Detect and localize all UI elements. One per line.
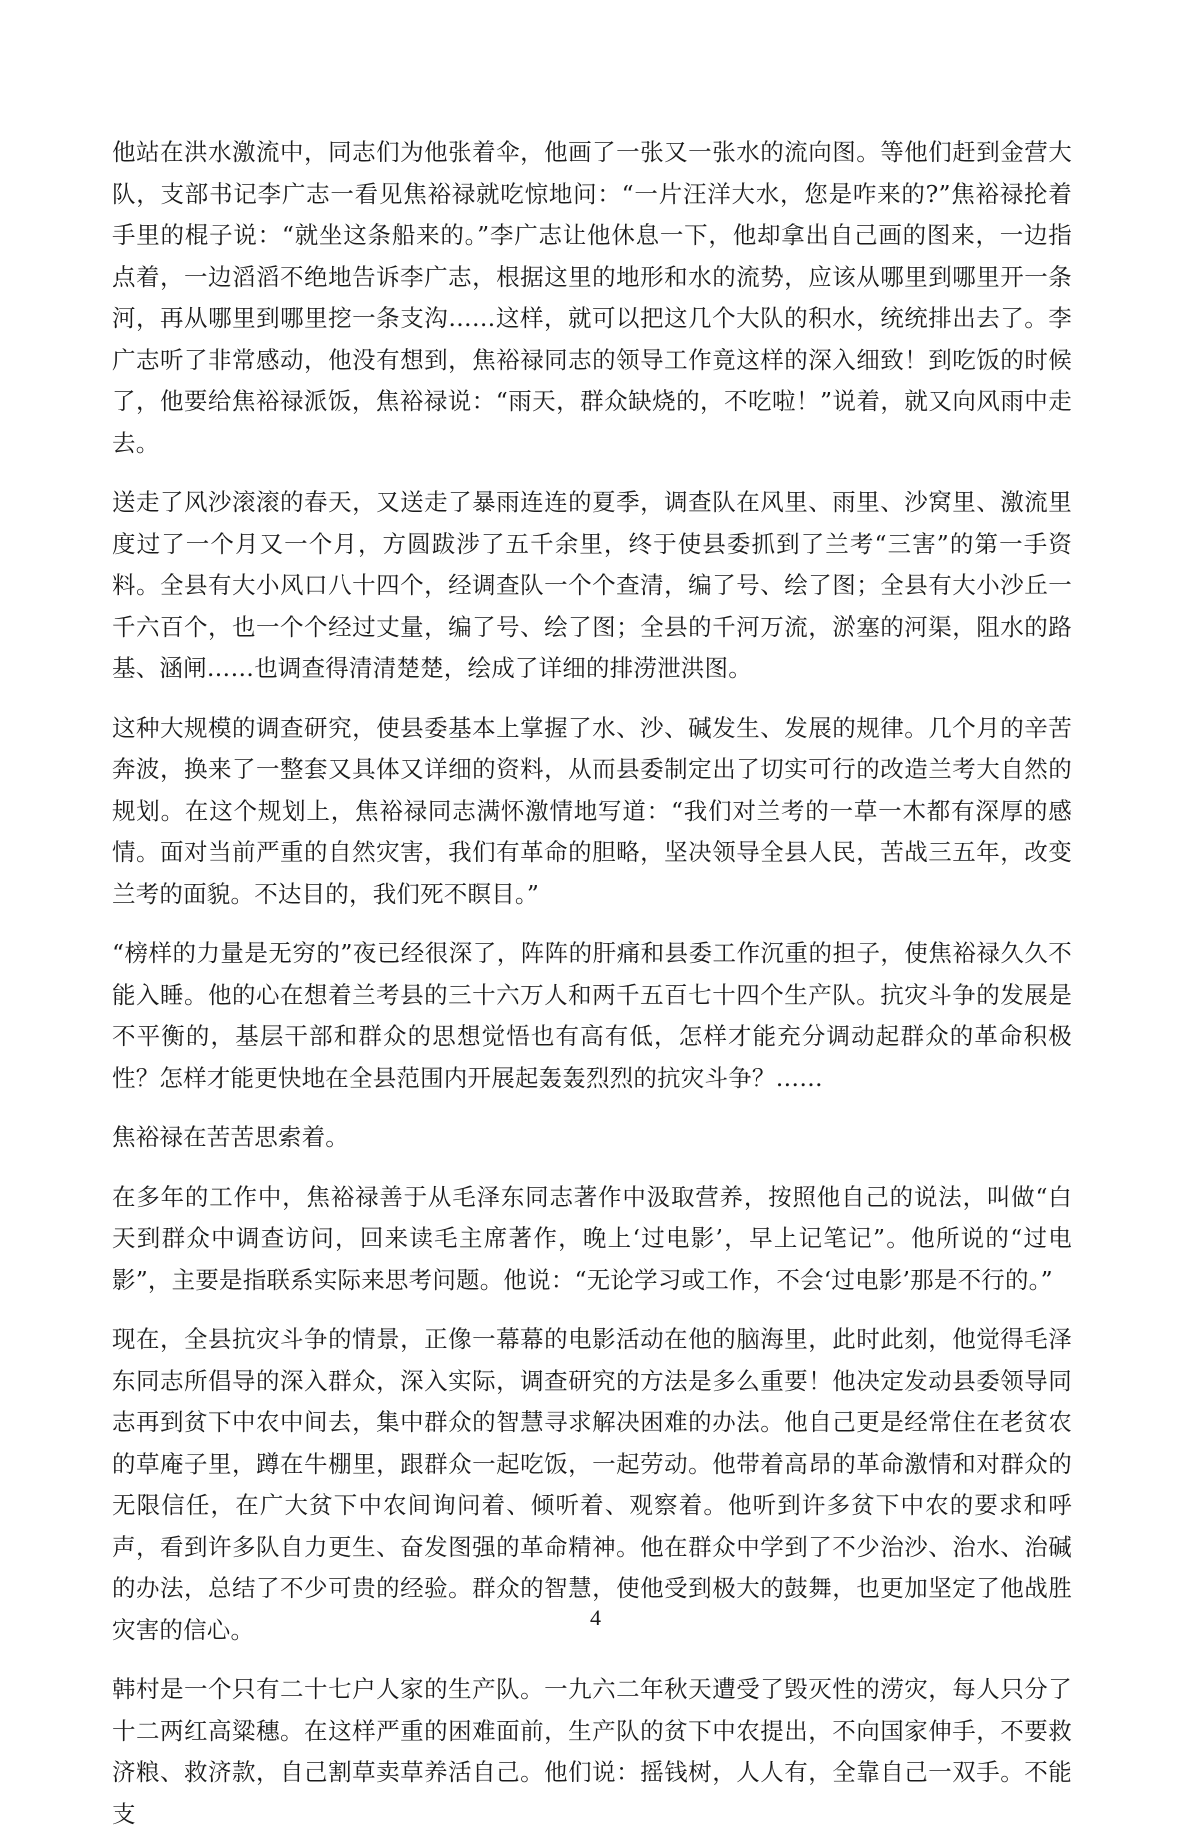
paragraph-3: 这种大规模的调查研究，使县委基本上掌握了水、沙、碱发生、发展的规律。几个月的辛苦奔波，换来了一整套又具体又详细的资料，从而县委制定出了切实可行的改造兰考大自然的规划。在这个规划上，焦裕禄同志满怀激情地写道：“我们对兰考的一草一木都有深厚的感情。面对当前严重的自然灾害，我们有革命的胆略，坚决领导全县人民，苦战三五年，改变兰考的面貌。不达目的，我们死不瞑目。” [112, 713, 1072, 908]
page-number: 4 [590, 1605, 601, 1630]
paragraph-5: 焦裕禄在苦苦思索着。 [112, 1123, 349, 1151]
document-body [112, 132, 1072, 1828]
paragraph-1: 他站在洪水激流中，同志们为他张着伞，他画了一张又一张水的流向图。等他们赶到金营大队，支部书记李广志一看见焦裕禄就吃惊地问：“一片汪洋大水，您是咋来的?”焦裕禄抡着手里的棍子说：“就坐这条船来的。”李广志让他休息一下，他却拿出自己画的图来，一边指点着，一边滔滔不绝地告诉李广志，根据这里的地形和水的流势，应该从哪里到哪里开一条河，再从哪里到哪里挖一条支沟……这样，就可以把这几个大队的积水，统统排出去了。李广志听了非常感动，他没有想到，焦裕禄同志的领导工作竟这样的深入细致！到吃饭的时候了，他要给焦裕禄派饭，焦裕禄说：“雨天，群众缺烧的，不吃啦！”说着，就又向风雨中走去。 [112, 138, 1072, 457]
paragraph-7: 现在，全县抗灾斗争的情景，正像一幕幕的电影活动在他的脑海里，此时此刻，他觉得毛泽东同志所倡导的深入群众，深入实际，调查研究的方法是多么重要！他决定发动县委领导同志再到贫下中农中间去，集中群众的智慧寻求解决困难的办法。他自己更是经常住在老贫农的草庵子里，蹲在牛棚里，跟群众一起吃饭，一起劳动。他带着高昂的革命激情和对群众的无限信任，在广大贫下中农间询问着、倾听着、观察着。他听到许多贫下中农的要求和呼声，看到许多队自力更生、奋发图强的革命精神。他在群众中学到了不少治沙、治水、治碱的办法，总结了不少可贵的经验。群众的智慧，使他受到极大的鼓舞，也更加坚定了他战胜灾害的信心。 [112, 1325, 1072, 1644]
paragraph-4: “榜样的力量是无穷的”夜已经很深了，阵阵的肝痛和县委工作沉重的担子，使焦裕禄久久不能入睡。他的心在想着兰考县的三十六万人和两千五百七十四个生产队。抗灾斗争的发展是不平衡的，基层干部和群众的思想觉悟也有高有低，怎样才能充分调动起群众的革命积极性？怎样才能更快地在全县范围内开展起轰轰烈烈的抗灾斗争？…… [112, 939, 1072, 1092]
paragraph-6: 在多年的工作中，焦裕禄善于从毛泽东同志著作中汲取营养，按照他自己的说法，叫做“白天到群众中调查访问，回来读毛主席著作，晚上‘过电影’，早上记笔记”。他所说的“过电影”，主要是指联系实际来思考问题。他说：“无论学习或工作，不会‘过电影’那是不行的。” [112, 1182, 1072, 1294]
paragraph-8: 韩村是一个只有二十七户人家的生产队。一九六二年秋天遭受了毁灭性的涝灾，每人只分了十二两红高粱穗。在这样严重的困难面前，生产队的贫下中农提出，不向国家伸手，不要救济粮、救济款，自己割草卖草养活自己。他们说：摇钱树，人人有，全靠自己一双手。不能支 [112, 1675, 1072, 1828]
paragraph-2: 送走了风沙滚滚的春天，又送走了暴雨连连的夏季，调查队在风里、雨里、沙窝里、激流里度过了一个月又一个月，方圆跋涉了五千余里，终于使县委抓到了兰考“三害”的第一手资料。全县有大小风口八十四个，经调查队一个个查清，编了号、绘了图；全县有大小沙丘一千六百个，也一个个经过丈量，编了号、绘了图；全县的千河万流，淤塞的河渠，阻水的路基、涵闸……也调查得清清楚楚，绘成了详细的排涝泄洪图。 [112, 488, 1072, 682]
